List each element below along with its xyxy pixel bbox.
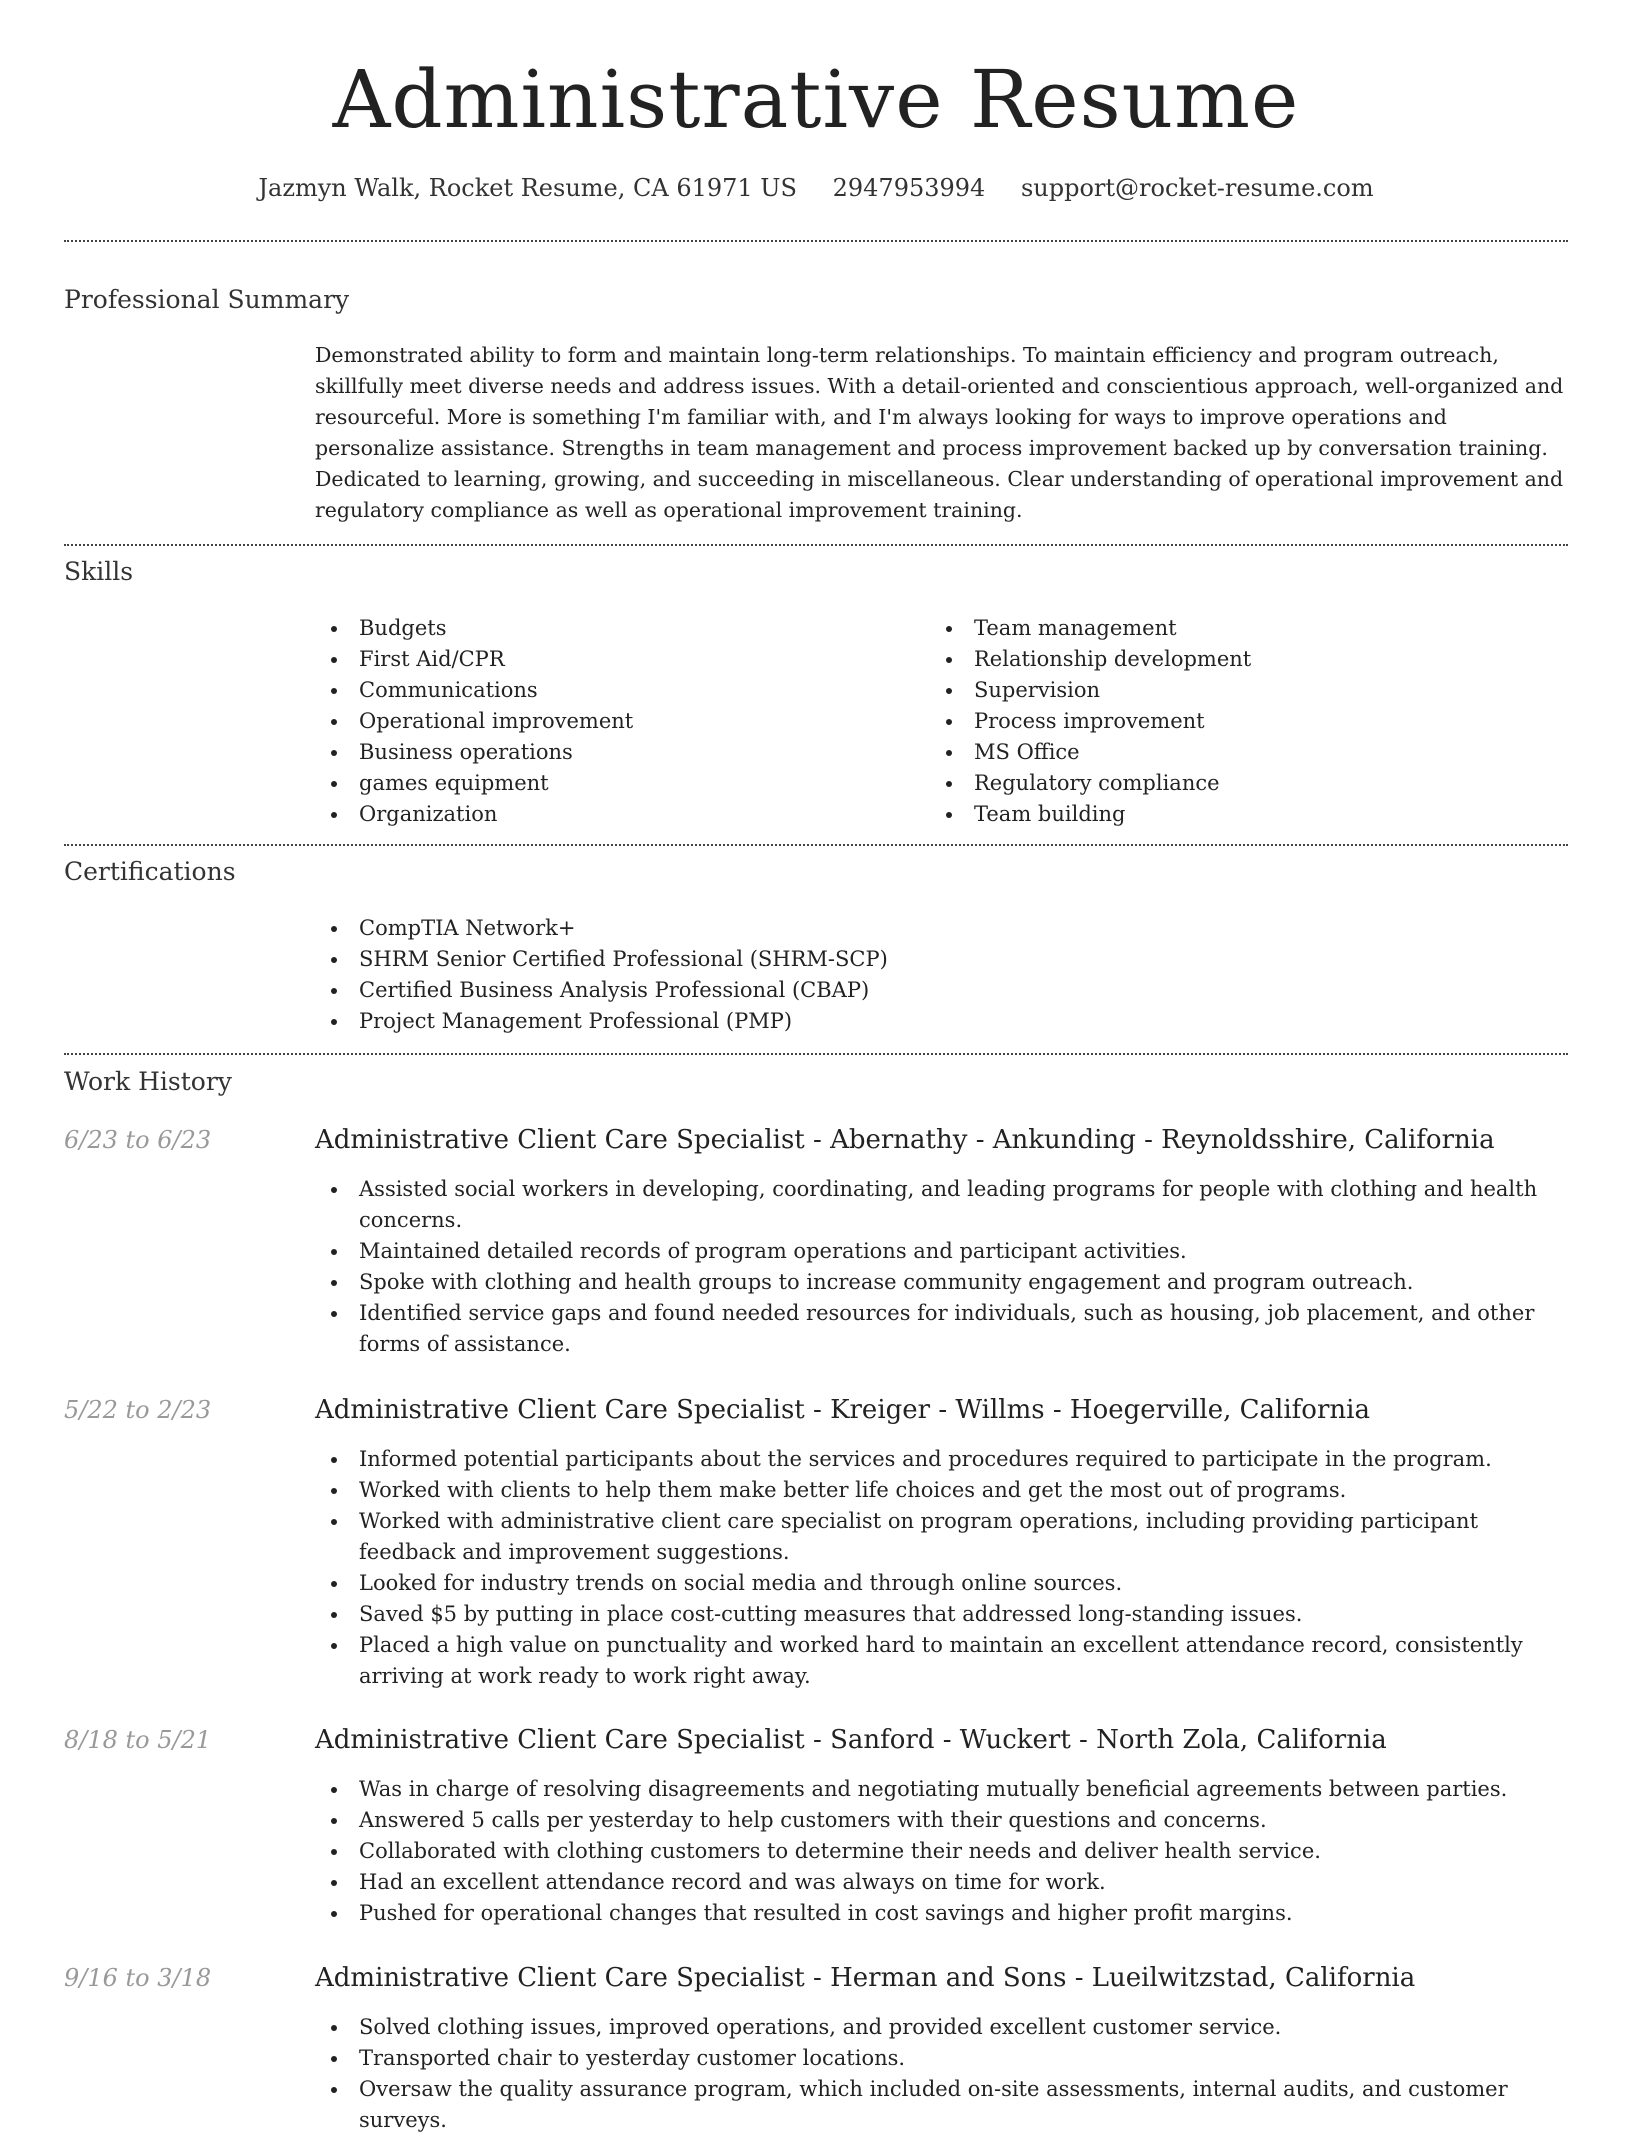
job-dates: 8/18 to 5/21 (64, 1726, 212, 1754)
job-dates: 9/16 to 3/18 (64, 1964, 212, 1992)
summary-heading: Professional Summary (64, 285, 350, 314)
list-item: Looked for industry trends on social media and through online sources. (315, 1568, 1571, 1599)
list-item: Spoke with clothing and health groups to increase community engagement and program outreach. (315, 1267, 1571, 1298)
job-title: Administrative Client Care Specialist - Herman and Sons - Lueilwitzstad, California (315, 1963, 1416, 1993)
contact-address: Jazmyn Walk, Rocket Resume, CA 61971 US (258, 174, 797, 202)
job-dates: 6/23 to 6/23 (64, 1126, 212, 1154)
list-item: Organization (315, 799, 915, 830)
job-bullets (315, 2012, 1571, 2136)
list-item: Budgets (315, 613, 915, 644)
list-item: First Aid/CPR (315, 644, 915, 675)
list-item: Regulatory compliance (930, 768, 1530, 799)
skills-list-right (930, 613, 1530, 830)
list-item: Transported chair to yesterday customer locations. (315, 2043, 1571, 2074)
contact-email: support@rocket-resume.com (1020, 174, 1374, 202)
list-item: Answered 5 calls per yesterday to help customers with their questions and concerns. (315, 1805, 1571, 1836)
job-title: Administrative Client Care Specialist - Abernathy - Ankunding - Reynoldsshire, California (315, 1125, 1495, 1155)
list-item: Relationship development (930, 644, 1530, 675)
certifications-heading: Certifications (64, 857, 236, 886)
list-item: Had an excellent attendance record and was always on time for work. (315, 1867, 1571, 1898)
contact-line (0, 170, 1632, 206)
list-item: Collaborated with clothing customers to determine their needs and deliver health service. (315, 1836, 1571, 1867)
job-title: Administrative Client Care Specialist - Kreiger - Willms - Hoegerville, California (315, 1395, 1370, 1425)
list-item: Saved $5 by putting in place cost-cutting measures that addressed long-standing issues. (315, 1599, 1571, 1630)
list-item: Team management (930, 613, 1530, 644)
list-item: Business operations (315, 737, 915, 768)
list-item: Was in charge of resolving disagreements and negotiating mutually beneficial agreements between parties. (315, 1774, 1571, 1805)
list-item: Operational improvement (315, 706, 915, 737)
list-item: games equipment (315, 768, 915, 799)
list-item: Maintained detailed records of program operations and participant activities. (315, 1236, 1571, 1267)
list-item: Team building (930, 799, 1530, 830)
divider (64, 1053, 1568, 1055)
summary-text: Demonstrated ability to form and maintain long-term relationships. To maintain efficiency and program outreach, skillfully meet diverse needs and address issues. With a detail-oriented and conscientious approach, well-organized and resourceful. More is something I'm familiar with, and I'm always looking for ways to improve operations and personalize assistance. Strengths in team management and process improvement backed up by conversation training. Dedicated to learning, growing, and succeeding in miscellaneous. Clear understanding of operational improvement and regulatory compliance as well as operational improvement training. (315, 343, 1564, 522)
list-item: Project Management Professional (PMP) (315, 1006, 1515, 1037)
list-item: Oversaw the quality assurance program, which included on-site assessments, internal audits, and customer surveys. (315, 2074, 1571, 2136)
list-item: Solved clothing issues, improved operations, and provided excellent customer service. (315, 2012, 1571, 2043)
list-item: Informed potential participants about the services and procedures required to participate in the program. (315, 1444, 1571, 1475)
job-bullets (315, 1774, 1571, 1929)
divider (64, 844, 1568, 846)
certifications-list (315, 913, 1515, 1037)
contact-phone: 2947953994 (832, 174, 986, 202)
resume-title: Administrative Resume (332, 53, 1300, 146)
list-item: Worked with clients to help them make better life choices and get the most out of programs. (315, 1475, 1571, 1506)
list-item: Supervision (930, 675, 1530, 706)
list-item: CompTIA Network+ (315, 913, 1515, 944)
job-title: Administrative Client Care Specialist - Sanford - Wuckert - North Zola, California (315, 1725, 1387, 1755)
list-item: Worked with administrative client care specialist on program operations, including providing participant feedback and improvement suggestions. (315, 1506, 1571, 1568)
skills-heading: Skills (64, 557, 134, 586)
list-item: SHRM Senior Certified Professional (SHRM-SCP) (315, 944, 1515, 975)
divider (64, 544, 1568, 546)
job-bullets (315, 1444, 1571, 1692)
work-history-heading: Work History (64, 1067, 232, 1096)
skills-list-left (315, 613, 915, 830)
divider (64, 240, 1568, 242)
list-item: Process improvement (930, 706, 1530, 737)
list-item: Certified Business Analysis Professional (CBAP) (315, 975, 1515, 1006)
list-item: Pushed for operational changes that resulted in cost savings and higher profit margins. (315, 1898, 1571, 1929)
list-item: Identified service gaps and found needed resources for individuals, such as housing, job placement, and other forms of assistance. (315, 1298, 1571, 1360)
list-item: MS Office (930, 737, 1530, 768)
job-bullets (315, 1174, 1571, 1360)
list-item: Placed a high value on punctuality and worked hard to maintain an excellent attendance record, consistently arriving at work ready to work right away. (315, 1630, 1571, 1692)
job-dates: 5/22 to 2/23 (64, 1396, 212, 1424)
list-item: Assisted social workers in developing, coordinating, and leading programs for people with clothing and health concerns. (315, 1174, 1571, 1236)
list-item: Communications (315, 675, 915, 706)
